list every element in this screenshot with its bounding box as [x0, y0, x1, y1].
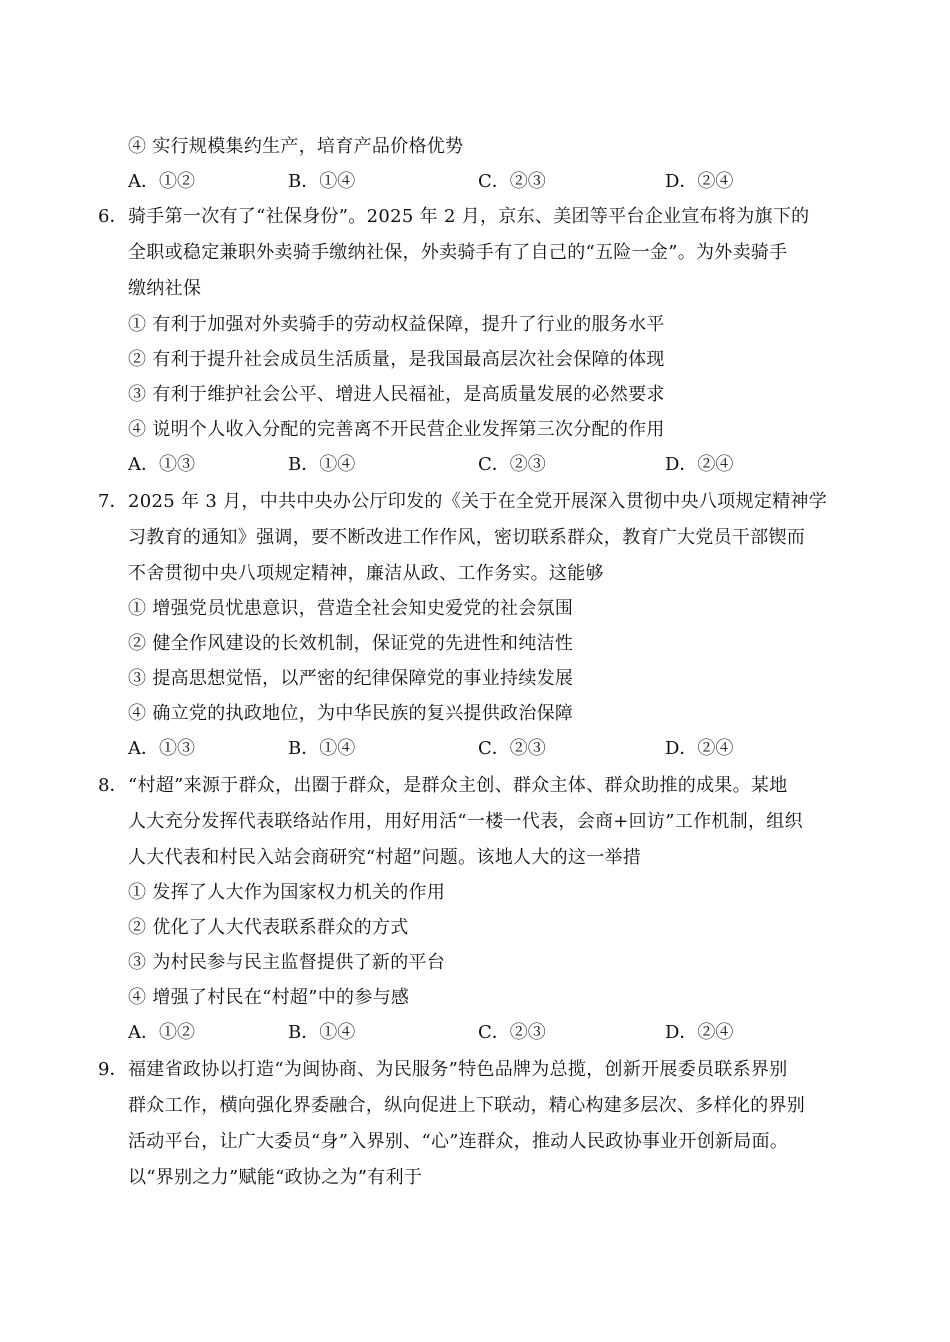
q8-stem-line-1: “村超”来源于群众，出圈于群众，是群众主创、群众主体、群众助推的成果。某地: [128, 775, 788, 796]
q6-item-3: ③ 有利于维护社会公平、增进人民福祉，是高质量发展的必然要求: [128, 384, 665, 405]
q9-stem-line-1: 福建省政协以打造“为闽协商、为民服务”特色品牌为总揽，创新开展委员联系界别: [128, 1059, 788, 1080]
q8-stem-line-2: 人大充分发挥代表联络站作用，用好用活“一楼一代表，会商+回访”工作机制，组织: [128, 811, 803, 832]
q7-option-a: A．①③: [128, 738, 195, 759]
q6-stem-line-3: 缴纳社保: [128, 278, 202, 299]
q7-option-c: C．②③: [478, 738, 546, 759]
q7-number: 7．: [98, 491, 128, 512]
q6-item-2: ② 有利于提升社会成员生活质量，是我国最高层次社会保障的体现: [128, 349, 665, 370]
q6-option-a: A．①③: [128, 454, 195, 475]
q6-stem-line-2: 全职或稳定兼职外卖骑手缴纳社保，外卖骑手有了自己的“五险一金”。为外卖骑手: [128, 242, 788, 263]
q7-stem-line-3: 不舍贯彻中央八项规定精神，廉洁从政、工作务实。这能够: [128, 563, 604, 584]
q9-stem-line-4: 以“界别之力”赋能“政协之为”有利于: [128, 1167, 423, 1188]
q5-item-4: ④ 实行规模集约生产，培育产品价格优势: [128, 136, 464, 157]
q6-number: 6．: [98, 206, 128, 227]
q6-option-c: C．②③: [478, 454, 546, 475]
q5-option-c: C．②③: [478, 171, 546, 192]
q8-option-d: D．②④: [665, 1022, 734, 1043]
q9-number: 9．: [98, 1059, 128, 1080]
q9-stem-line-3: 活动平台，让广大委员“身”入界别、“心”连群众，推动人民政协事业开创新局面。: [128, 1131, 789, 1152]
q6-item-1: ① 有利于加强对外卖骑手的劳动权益保障，提升了行业的服务水平: [128, 314, 665, 335]
q5-option-b: B．①④: [288, 171, 356, 192]
q8-number: 8．: [98, 775, 128, 796]
q8-item-4: ④ 增强了村民在“村超”中的参与感: [128, 987, 410, 1008]
q8-item-1: ① 发挥了人大作为国家权力机关的作用: [128, 882, 446, 903]
q8-item-3: ③ 为村民参与民主监督提供了新的平台: [128, 952, 446, 973]
q7-stem-line-1: 2025 年 3 月，中共中央办公厅印发的《关于在全党开展深入贯彻中央八项规定精神学: [128, 491, 828, 512]
q7-item-4: ④ 确立党的执政地位，为中华民族的复兴提供政治保障: [128, 703, 574, 724]
q6-option-d: D．②④: [665, 454, 734, 475]
q7-stem-line-2: 习教育的通知》强调，要不断改进工作作风，密切联系群众，教育广大党员干部锲而: [128, 527, 806, 548]
q7-item-2: ② 健全作风建设的长效机制，保证党的先进性和纯洁性: [128, 633, 574, 654]
q7-item-1: ① 增强党员忧患意识，营造全社会知史爱党的社会氛围: [128, 598, 574, 619]
q8-option-c: C．②③: [478, 1022, 546, 1043]
q5-option-d: D．②④: [665, 171, 734, 192]
q8-item-2: ② 优化了人大代表联系群众的方式: [128, 917, 409, 938]
q7-option-d: D．②④: [665, 738, 734, 759]
q8-option-b: B．①④: [288, 1022, 356, 1043]
q6-option-b: B．①④: [288, 454, 356, 475]
q7-item-3: ③ 提高思想觉悟，以严密的纪律保障党的事业持续发展: [128, 668, 574, 689]
q8-stem-line-3: 人大代表和村民入站会商研究“村超”问题。该地人大的这一举措: [128, 847, 642, 868]
q6-stem-line-1: 骑手第一次有了“社保身份”。2025 年 2 月，京东、美团等平台企业宣布将为旗下的: [128, 206, 810, 227]
q6-item-4: ④ 说明个人收入分配的完善离不开民营企业发挥第三次分配的作用: [128, 419, 665, 440]
q5-option-a: A．①②: [128, 171, 195, 192]
q8-option-a: A．①②: [128, 1022, 195, 1043]
q7-option-b: B．①④: [288, 738, 356, 759]
q9-stem-line-2: 群众工作，横向强化界委融合，纵向促进上下联动，精心构建多层次、多样化的界别: [128, 1095, 806, 1116]
